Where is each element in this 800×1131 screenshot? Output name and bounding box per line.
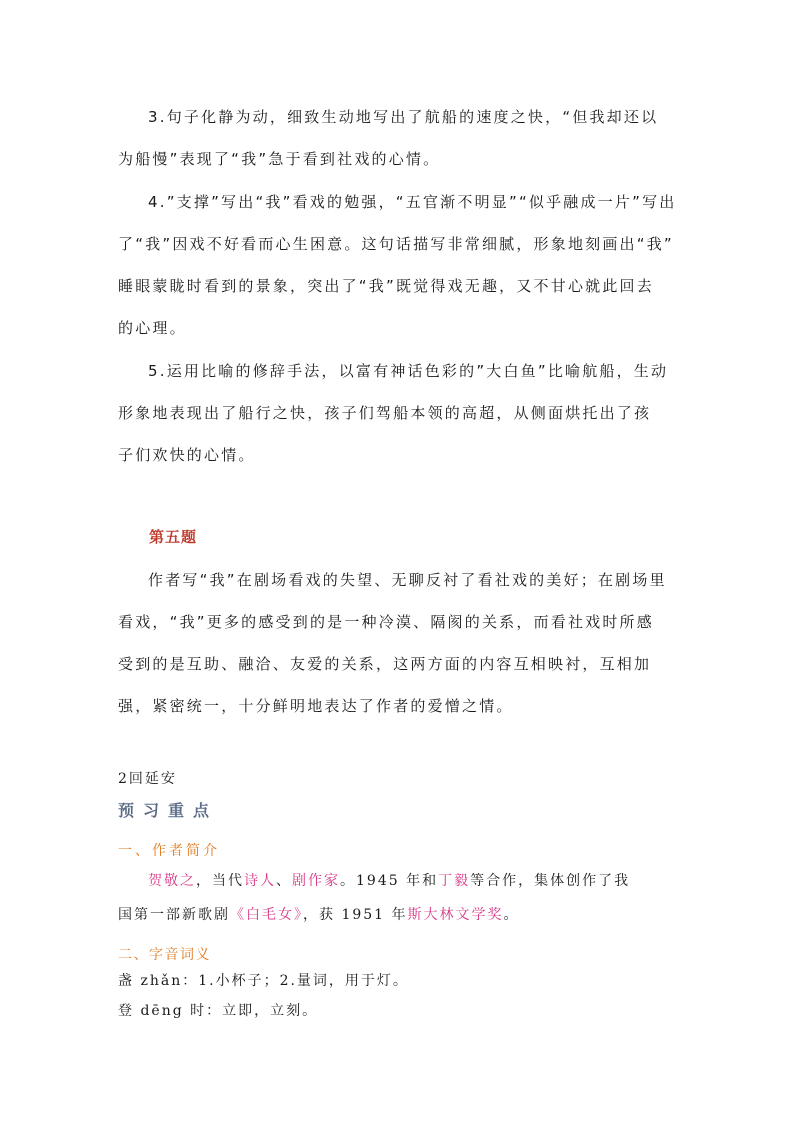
key-points-heading: 预习重点 [118, 801, 219, 820]
award-name: 斯大林文学奖 [407, 907, 504, 923]
q5-line-1: 作者写“我”在剧场看戏的失望、无聊反衬了看社戏的美好；在剧场里 [148, 571, 667, 589]
answer-5-line-1: 5.运用比喻的修辞手法，以富有神话色彩的”大白鱼”比喻航船，生动 [148, 362, 669, 380]
section-vocab-heading: 二、字音词义 [118, 947, 211, 963]
author-name: 贺敬之 [148, 873, 196, 889]
answer-4-line-3: 睡眼蒙眬时看到的景象，突出了“我”既觉得戏无趣，又不甘心就此回去 [118, 277, 654, 295]
answer-4-line-1: 4.”支撑”写出“我”看戏的勉强，“五官渐不明显”“似乎融成一片”写出 [148, 193, 677, 211]
role-poet: 诗人 [244, 873, 276, 889]
lesson-title: 2回延安 [118, 771, 177, 787]
work-title: 《白毛女》 [230, 907, 303, 923]
answer-4-line-2: 了“我”因戏不好看而心生困意。这句话描写非常细腻，形象地刻画出“我” [118, 235, 674, 253]
answer-5-line-3: 子们欢快的心情。 [118, 446, 256, 464]
author-intro: 贺敬之，当代诗人、剧作家。1945 年和丁毅等合作，集体创作了我 国第一部新歌剧《白毛女》，获 1951 年斯大林文学奖。 [118, 873, 631, 923]
answer-3-line-2: 为船慢”表现了“我”急于看到社戏的心情。 [118, 150, 441, 168]
answer-4-line-4: 的心理。 [118, 319, 187, 337]
q5-line-4: 强，紧密统一，十分鲜明地表达了作者的爱憎之情。 [118, 697, 514, 715]
answer-3-line-1: 3.句子化静为动，细致生动地写出了航船的速度之快，“但我却还以 [148, 108, 659, 126]
q5-line-2: 看戏，“我”更多的感受到的是一种冷漠、隔阂的关系，而看社戏时所感 [118, 613, 654, 631]
question-5-title: 第五题 [149, 528, 198, 546]
q5-line-3: 受到的是互助、融洽、友爱的关系，这两方面的内容互相映衬，互相加 [118, 655, 652, 673]
section-author-heading: 一、作者简介 [118, 843, 220, 859]
partner-name: 丁毅 [438, 873, 471, 889]
vocab-item: 登 dēng 时：立即，立刻。 [118, 1003, 319, 1019]
role-playwright: 剧作家 [292, 873, 340, 889]
vocab-item: 盏 zhǎn：1.小杯子；2.量词，用于灯。 [118, 973, 409, 989]
answer-5-line-2: 形象地表现出了船行之快，孩子们驾船本领的高超，从侧面烘托出了孩 [118, 404, 652, 422]
